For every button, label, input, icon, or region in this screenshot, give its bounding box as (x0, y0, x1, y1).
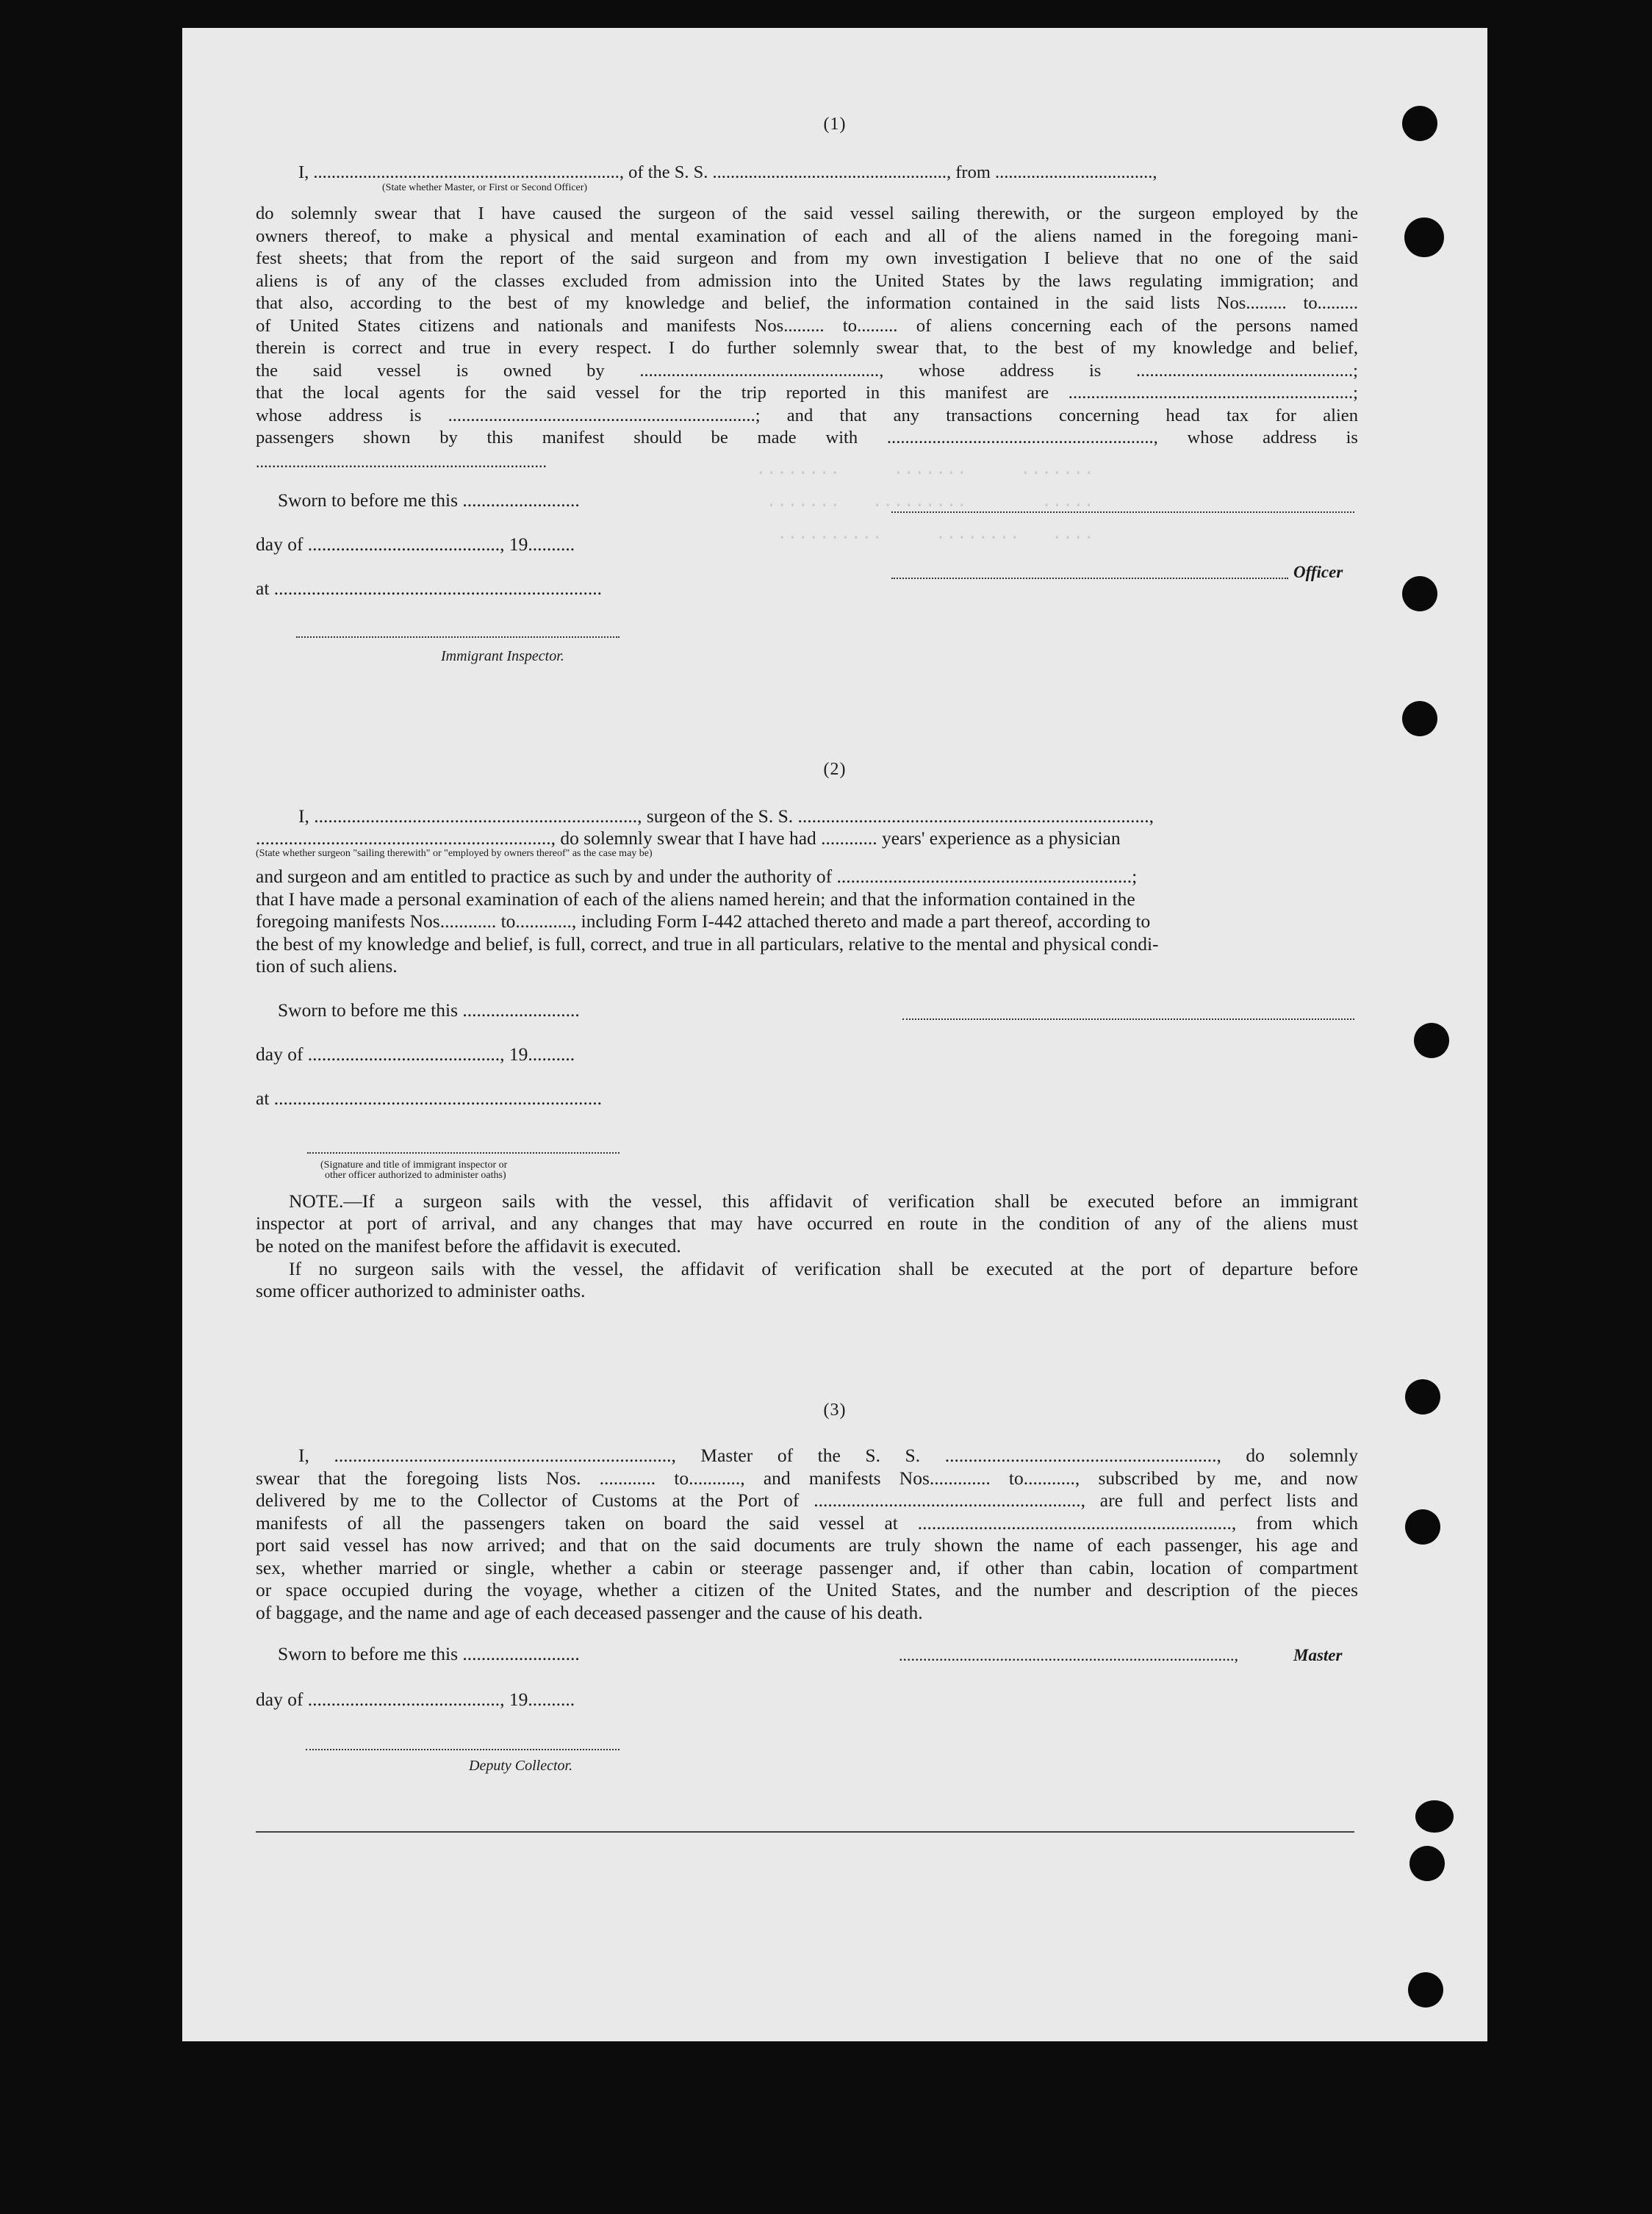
section-2-day-line: day of ........................................., 19.......... (256, 1043, 575, 1065)
oath-line: manifests of all the passengers taken on board the said vessel at ..................................................................., from which (256, 1512, 1358, 1534)
note-line: If no surgeon sails with the vessel, the affidavit of verification shall be executed at the port of departure before (289, 1258, 1358, 1279)
section-1-opening-line: I, ...................................................................., of the S. S. ...................................................., from ..................................., (298, 162, 1157, 182)
note-line: inspector at port of arrival, and any changes that may have occurred en route in the condition of any of the aliens must (256, 1212, 1358, 1234)
officer-caption: (State whether Master, or First or Second Officer) (382, 182, 588, 193)
signature-caption-2: other officer authorized to administer oaths) (325, 1170, 506, 1181)
section-2-opening-line: I, ....................................................................., surgeon of the S. S. ..........................................................................., (298, 805, 1154, 827)
officer-signature-line-2 (891, 578, 1288, 579)
section-1-trailing-dots: ........................................................................ (256, 453, 547, 471)
oath-line: aliens is of any of the classes excluded from admission into the United States by the laws regulating immigration; and (256, 270, 1358, 291)
section-1-oath-paragraph (256, 203, 1358, 450)
oath-line: of baggage, and the name and age of each deceased passenger and the cause of his death. (256, 1601, 923, 1623)
note-line: be noted on the manifest before the affidavit is executed. (256, 1234, 681, 1257)
oath-line: owners thereof, to make a physical and mental examination of each and all of the aliens named in the foregoing mani- (256, 226, 1358, 246)
oath-line: or space occupied during the voyage, whether a citizen of the United States, and the number and description of the pieces (256, 1579, 1358, 1600)
punch-hole (1409, 1846, 1445, 1881)
section-1-sworn-line: Sworn to before me this ......................... (278, 489, 580, 511)
oath-line: do solemnly swear that I have caused the surgeon of the said vessel sailing therewith, or the surgeon employed by the (256, 204, 1358, 223)
officer-caption: Officer (1293, 563, 1343, 581)
oath-line: of United States citizens and nationals and manifests Nos......... to......... of aliens concerning each of the persons named (256, 315, 1358, 336)
inspector-signature-line (296, 636, 620, 638)
surgeon-signature-line (902, 1018, 1354, 1020)
note-line: some officer authorized to administer oaths. (256, 1280, 586, 1301)
punch-hole (1414, 1023, 1449, 1058)
note-paragraph (256, 1190, 1358, 1213)
officer-signature-line-1 (891, 511, 1354, 513)
administering-officer-signature-line (307, 1152, 620, 1154)
oath-line: therein is correct and true in every respect. I do further solemnly swear that, to the best of my knowledge and belief, (256, 338, 1358, 358)
oath-line: delivered by me to the Collector of Customs at the Port of ........................................................., are full and perfect lists and (256, 1489, 1358, 1511)
oath-line: passengers shown by this manifest should be made with ..........................................................., whose address is (256, 428, 1358, 448)
punch-hole (1415, 1800, 1454, 1833)
bleed-through-text: ....... ....... ........ ..... ......... ....... .... ........ .......... (755, 460, 1094, 544)
deputy-collector-signature-line (306, 1749, 620, 1750)
section-1-number: (1) (823, 115, 847, 134)
oath-line: foregoing manifests Nos............ to............, including Form I-442 attached thereto and made a part thereof, according to (256, 910, 1151, 932)
master-caption: Master (1293, 1646, 1343, 1664)
section-3-oath-paragraph (256, 1445, 1358, 1624)
punch-hole (1405, 1509, 1440, 1545)
section-3-day-line: day of ........................................., 19.......... (256, 1689, 575, 1710)
oath-line: tion of such aliens. (256, 955, 398, 977)
section-3-sworn-line: Sworn to before me this ......................... (278, 1643, 580, 1664)
punch-hole (1404, 218, 1444, 257)
note-2-paragraph (256, 1258, 1358, 1281)
oath-line: and surgeon and am entitled to practice as such by and under the authority of ...............................................................; (256, 866, 1138, 887)
punch-hole (1402, 701, 1437, 736)
oath-line: that the local agents for the said vessel for the trip reported in this manifest are ...............................................................; (256, 383, 1358, 403)
master-signature-line: ..................................................................................., (899, 1646, 1238, 1664)
oath-line: that I have made a personal examination of each of the aliens named herein; and that the information contained in the (256, 888, 1135, 910)
section-2-oath-paragraph (256, 866, 1358, 978)
oath-line: the best of my knowledge and belief, is full, correct, and true in all particulars, relative to the mental and physical condi- (256, 932, 1159, 955)
section-2-sworn-line: Sworn to before me this ......................... (278, 999, 580, 1021)
punch-hole (1402, 576, 1437, 611)
note-line: NOTE.—If a surgeon sails with the vessel, this affidavit of verification shall be executed before an immigrant (289, 1190, 1358, 1212)
oath-line: fest sheets; that from the report of the said surgeon and from my own investigation I believe that no one of the said (256, 248, 1358, 268)
signature-caption-1: (Signature and title of immigrant inspector or (320, 1160, 508, 1171)
oath-line: whose address is ....................................................................; and that any transactions concerning head tax for alien (256, 405, 1358, 425)
note-paragraph-cont (256, 1212, 1358, 1257)
oath-line: the said vessel is owned by ....................................................., whose address is ................................................; (256, 360, 1358, 381)
section-1-day-line: day of ........................................., 19.......... (256, 533, 575, 555)
note-2-paragraph-cont (256, 1280, 1358, 1303)
manifest-affidavit-page (182, 28, 1487, 2041)
section-2-swear-line: ..............................................................., do solemnly swear that I have had ............ years' experience as a physician (256, 827, 1121, 849)
bottom-rule (256, 1831, 1354, 1833)
oath-line: sex, whether married or single, whether a cabin or steerage passenger and, if other than cabin, location of compartment (256, 1556, 1358, 1578)
section-2-number: (2) (823, 760, 847, 779)
oath-line: that also, according to the best of my knowledge and belief, the information contained in the said lists Nos......... to......... (256, 293, 1358, 313)
section-3-number: (3) (823, 1401, 847, 1420)
deputy-collector-caption: Deputy Collector. (469, 1758, 573, 1774)
surgeon-caption: (State whether surgeon "sailing therewith" or "employed by owners thereof" as the case may be) (256, 848, 653, 859)
section-2-at-line: at ...................................................................... (256, 1088, 603, 1109)
section-1-at-line: at ...................................................................... (256, 578, 603, 599)
immigrant-inspector-caption: Immigrant Inspector. (441, 648, 564, 664)
oath-line: port said vessel has now arrived; and that on the said documents are truly shown the name of each passenger, his age and (256, 1534, 1358, 1556)
oath-line: swear that the foregoing lists Nos. ............ to..........., and manifests Nos............. to..........., subscribed by me, and now (256, 1467, 1358, 1489)
punch-hole (1408, 1972, 1443, 2008)
oath-line: I, ........................................................................, Master of the S. S. .........................................................., do solemnly (298, 1445, 1358, 1466)
